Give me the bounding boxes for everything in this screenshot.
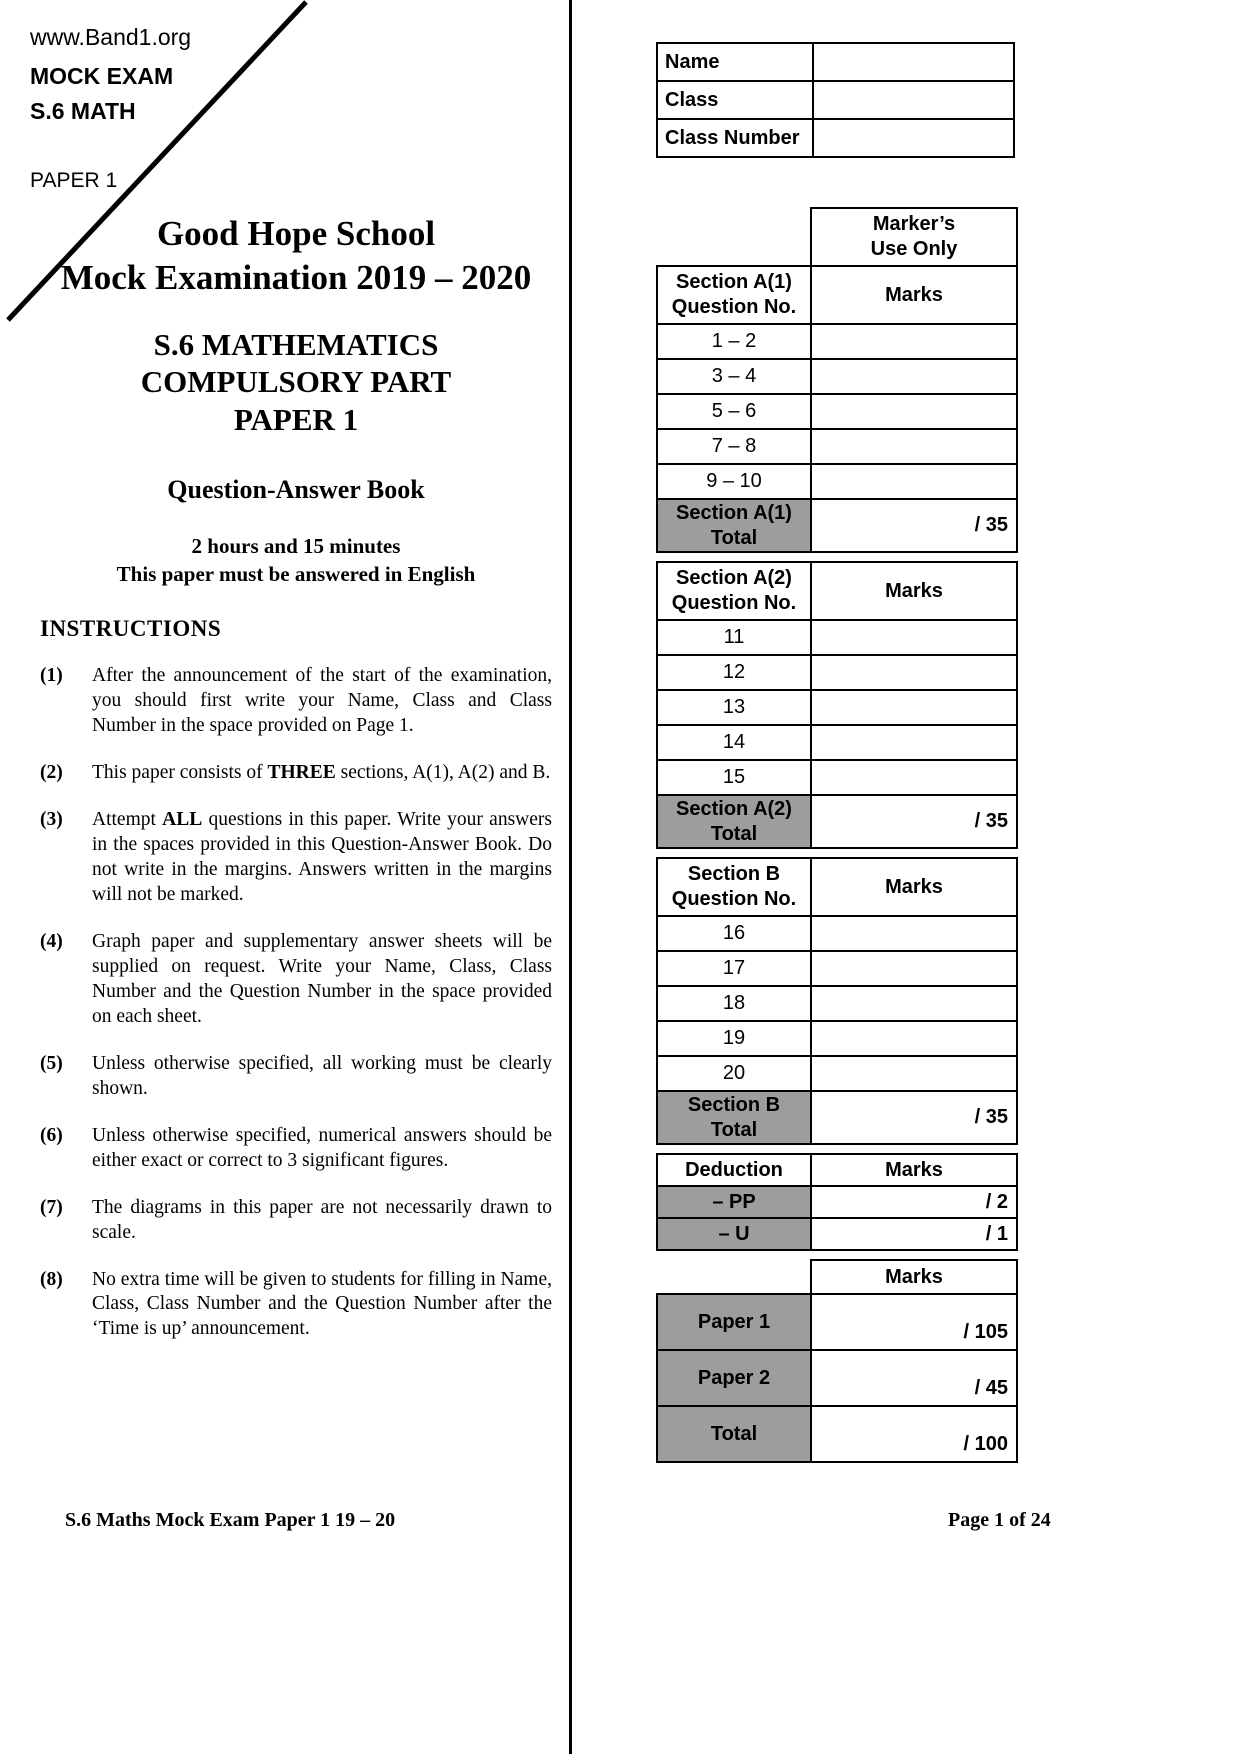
instruction-text-post: sections, A(1), A(2) and B. [335,762,551,784]
section-a1-total-marks: / 35 [811,499,1017,552]
section-b-total-label [657,1091,811,1144]
instruction-number: (7) [40,1196,63,1218]
instruction-text-bold: ALL [162,809,203,831]
paper1-marks: / 105 [811,1294,1017,1350]
question-range-label: 3 – 4 [657,359,811,394]
markers-use-only-area [656,207,1018,1471]
instruction-text [92,1196,552,1246]
student-info-row [657,43,1014,81]
section-a1-total-line2: Total [710,526,758,549]
section-b-total-marks: / 35 [811,1091,1017,1144]
question-number-label: 16 [657,916,811,951]
question-number-label: 20 [657,1056,811,1091]
question-number-label: 17 [657,951,811,986]
instruction-number: (2) [40,762,63,784]
duration-text: 2 hours and 15 minutes [191,533,401,558]
deduction-pp-marks: / 2 [811,1186,1017,1218]
deduction-table [656,1153,1018,1251]
corner-block [30,24,191,193]
question-number-label: 12 [657,655,811,690]
instruction-item [40,1052,552,1102]
marks-entry-cell [811,394,1017,429]
question-range-label: 5 – 6 [657,394,811,429]
empty-corner-cell [657,1260,811,1294]
subject-line: S.6 MATHEMATICS [153,326,439,362]
paper1-label: Paper 1 [657,1294,811,1350]
section-b-total-line2: Total [710,1118,758,1141]
section-a2-total-line1: Section A(2) [676,797,792,820]
marks-entry-cell [811,916,1017,951]
marks-column-header: Marks [811,562,1017,620]
deduction-u-label: – U [657,1218,811,1250]
marks-entry-cell [811,760,1017,795]
paper2-marks: / 45 [811,1350,1017,1406]
section-a2-marks-table [656,561,1018,849]
marks-column-header: Marks [811,266,1017,324]
class-number-fill-in-cell [813,119,1014,157]
student-info-row [657,119,1014,157]
instruction-number: (6) [40,1124,63,1146]
question-answer-book-title: Question-Answer Book [167,474,425,504]
part-line: COMPULSORY PART [140,364,452,400]
instruction-text [92,1052,552,1102]
class-fill-in-cell [813,81,1014,119]
instruction-text [92,1268,552,1343]
class-label: Class [657,81,813,119]
section-a2-total-marks: / 35 [811,795,1017,848]
section-a2-question-no-header [657,562,811,620]
deduction-u-marks: / 1 [811,1218,1017,1250]
grand-total-marks: / 100 [811,1406,1017,1462]
website-text: www.Band1.org [30,24,192,50]
empty-corner-cell [657,208,811,266]
section-b-marks-table [656,857,1018,1145]
instruction-text-bold: THREE [267,762,336,784]
duration-block [40,533,552,588]
marks-entry-cell [811,655,1017,690]
marks-column-header: Marks [811,1260,1017,1294]
mock-exam-label: MOCK EXAM [30,63,174,89]
marks-entry-cell [811,986,1017,1021]
instruction-text [92,1124,552,1174]
section-a2-total-line2: Total [710,822,758,845]
question-number-label: 15 [657,760,811,795]
marks-column-header: Marks [811,1154,1017,1186]
instruction-item [40,761,552,786]
school-name: Good Hope School [156,214,436,253]
footer-page-number: Page 1 of 24 [948,1509,1051,1531]
instruction-number: (5) [40,1052,63,1074]
class-number-label: Class Number [657,119,813,157]
instructions-heading: INSTRUCTIONS [40,616,222,642]
section-a2-total-label [657,795,811,848]
grand-total-label: Total [657,1406,811,1462]
section-a2-header-line2: Question No. [671,592,797,614]
instruction-number: (8) [40,1268,63,1290]
markers-use-only-line2: Use Only [870,238,958,260]
instruction-number: (4) [40,931,63,952]
instruction-item [40,1196,552,1246]
instructions-section [40,616,552,1342]
instruction-text [92,761,552,786]
question-number-label: 18 [657,986,811,1021]
paper-line: PAPER 1 [233,402,359,438]
instruction-text [92,808,552,908]
instruction-text [92,664,552,739]
question-range-label: 1 – 2 [657,324,811,359]
markers-use-only-line1: Marker’s [872,213,956,235]
student-info-table [656,42,1015,158]
question-number-label: 14 [657,725,811,760]
instruction-text-pre: Unless otherwise specified, numerical answers should be either exact or correct to 3 significant figures. [92,1124,552,1171]
instruction-item [40,808,552,908]
instruction-item [40,1268,552,1343]
section-a1-marks-table [656,207,1018,553]
marks-entry-cell [811,429,1017,464]
instruction-text-pre: After the announcement of the start of the examination, you should first write your Name, Class and Class Number in the space provided on Page 1. [92,665,552,737]
section-a1-total-line1: Section A(1) [676,501,792,524]
section-a2-header-line1: Section A(2) [676,567,792,589]
left-column [40,212,552,1342]
instruction-item [40,1124,552,1174]
language-note: This paper must be answered in English [116,561,476,586]
instruction-text-pre: Unless otherwise specified, all working must be clearly shown. [92,1052,552,1099]
section-a1-question-no-header [657,266,811,324]
section-b-header-line1: Section B [687,863,781,885]
paper-summary-table [656,1259,1018,1463]
marks-entry-cell [811,324,1017,359]
question-range-label: 7 – 8 [657,429,811,464]
markers-use-only-header [811,208,1017,266]
question-number-label: 13 [657,690,811,725]
name-label: Name [657,43,813,81]
subject-label: S.6 MATH [30,98,136,124]
marks-entry-cell [811,725,1017,760]
instruction-text-pre: Attempt [92,809,163,831]
section-b-total-line1: Section B [687,1093,781,1116]
paper2-label: Paper 2 [657,1350,811,1406]
section-b-question-no-header [657,858,811,916]
paper-label: PAPER 1 [30,169,118,192]
section-b-header-line2: Question No. [671,888,797,910]
title-block [40,212,552,588]
instruction-number: (1) [40,665,63,687]
student-info-row [657,81,1014,119]
instruction-number: (3) [40,809,63,831]
instruction-text-post: questions in this paper. Write your answers in the spaces provided in this Question-Answer Book. Do not write in the margins. Answers written in the margins will not be marked. [92,809,552,906]
section-a1-header-line2: Question No. [671,296,797,318]
instruction-text-pre: This paper consists of [92,762,268,784]
marks-column-header: Marks [811,858,1017,916]
section-a1-total-label [657,499,811,552]
marks-entry-cell [811,464,1017,499]
instruction-item [40,930,552,1030]
marks-entry-cell [811,690,1017,725]
instruction-item [40,664,552,739]
question-number-label: 11 [657,620,811,655]
question-range-label: 9 – 10 [657,464,811,499]
marks-entry-cell [811,1056,1017,1091]
column-divider-line [569,0,572,1754]
exam-title: Mock Examination 2019 – 2020 [60,257,532,297]
subject-block [40,326,552,439]
instruction-text-pre: No extra time will be given to students for filling in Name, Class, Class Number and the Question Number after the ‘Time is up’ announcement. [92,1268,552,1340]
name-fill-in-cell [813,43,1014,81]
deduction-pp-label: – PP [657,1186,811,1218]
marks-entry-cell [811,359,1017,394]
question-number-label: 19 [657,1021,811,1056]
instruction-text-pre: Graph paper and supplementary answer sheets will be supplied on request. Write your Name, Class, Class Number and the Question Number in the space provided on each sheet. [92,931,552,1027]
instruction-text [92,930,552,1030]
marks-entry-cell [811,620,1017,655]
section-a1-header-line1: Section A(1) [676,271,792,293]
marks-entry-cell [811,951,1017,986]
instruction-text-pre: The diagrams in this paper are not necessarily drawn to scale. [92,1196,552,1243]
deduction-header: Deduction [657,1154,811,1186]
marks-entry-cell [811,1021,1017,1056]
footer-left-text: S.6 Maths Mock Exam Paper 1 19 – 20 [65,1509,396,1531]
